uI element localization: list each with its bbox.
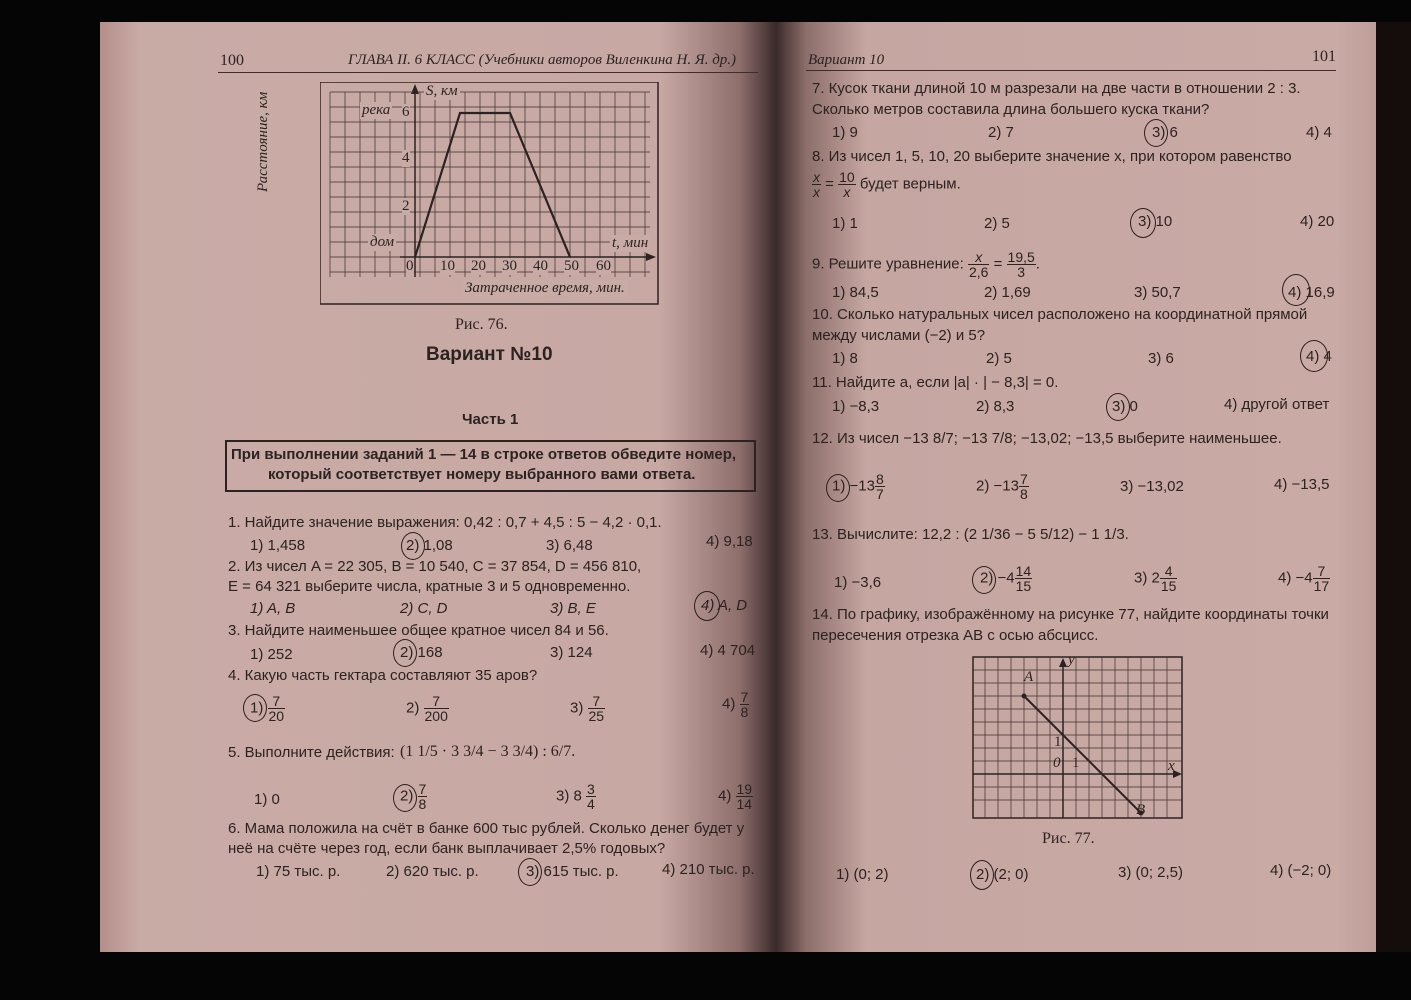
q5-answer-4[interactable] <box>718 782 753 811</box>
q8-answer-2[interactable]: 2) 5 <box>984 215 1010 232</box>
q12-answer-4[interactable]: 4) −13,5 <box>1274 476 1330 493</box>
variant-title: Вариант №10 <box>426 344 553 365</box>
label-a: A <box>1024 669 1034 685</box>
q2-answer-3[interactable]: 3) B, E <box>550 600 596 617</box>
q13-answer-2-num: 2) −4 <box>980 569 1015 587</box>
answer-circle <box>518 858 542 886</box>
q11-answer-1[interactable]: 1) −8,3 <box>832 398 880 415</box>
q3-answer-4[interactable]: 4) 4 704 <box>700 642 756 659</box>
fraction: $\frac{3}{4}$ <box>587 781 595 812</box>
fraction: $\frac{7}{200}$ <box>424 693 448 724</box>
label-b: B <box>1136 802 1146 818</box>
q13-answer-3-num: 3) 2 <box>1134 569 1160 587</box>
fraction: $\frac{7}{17}$ <box>1313 563 1330 594</box>
q5-answer-3-num: 3) 8 <box>556 787 582 805</box>
fraction: $\frac{8}{7}$ <box>875 471 884 502</box>
x-tick-40: 40 <box>533 258 548 274</box>
answer-circle <box>401 532 425 560</box>
label-home: дом <box>370 234 395 250</box>
question-13: 13. Вычислите: 12,2 : (2 1/36 − 5 5/12) − 1 1/3. <box>812 526 1129 543</box>
fraction: $\frac{14}{15}$ <box>1015 563 1032 594</box>
q12-answer-2-num: 2) −13 <box>976 477 1019 495</box>
question-2-line-1: 2. Из чисел A = 22 305, B = 10 540, C = 37 854, D = 456 810, <box>228 558 642 575</box>
left-page <box>100 22 776 952</box>
q13-answer-4[interactable] <box>1278 564 1330 593</box>
q7-answer-4[interactable]: 4) 4 <box>1306 124 1332 141</box>
q11-answer-2[interactable]: 2) 8,3 <box>976 398 1015 415</box>
instruction-line-1: При выполнении заданий 1 — 14 в строке ответов обведите номер, <box>231 446 737 463</box>
y-arrow-76 <box>411 84 419 94</box>
question-14-line-2: пересечения отрезка AB с осью абсцисс. <box>812 627 1099 644</box>
fraction: $\frac{19}{14}$ <box>736 781 753 812</box>
q8-answer-3[interactable]: 3) 10 <box>1138 213 1173 230</box>
q1-answer-4[interactable]: 4) 9,18 <box>706 533 753 550</box>
answer-circle <box>1300 340 1328 372</box>
q9-answer-1[interactable]: 1) 84,5 <box>832 284 879 301</box>
q9-answer-2[interactable]: 2) 1,69 <box>984 284 1031 301</box>
y-tick-6: 6 <box>402 104 410 120</box>
q12-answer-2[interactable] <box>976 472 1029 501</box>
question-12: 12. Из чисел −13 8/7; −13 7/8; −13,02; −13,5 выберите наименьшее. <box>812 430 1282 447</box>
q4-answer-2-num: 2) <box>406 699 420 717</box>
segment-ab <box>1024 696 1141 813</box>
q10-answer-2[interactable]: 2) 5 <box>986 350 1012 367</box>
q6-answer-3[interactable]: 3) 615 тыс. р. <box>526 863 619 880</box>
question-4: 4. Какую часть гектара составляют 35 аров? <box>228 667 538 684</box>
q5-expression: (1 1/5 · 3 3/4 − 3 3/4) : 6/7. <box>400 743 576 760</box>
answer-circle <box>393 784 417 812</box>
book-edge <box>1376 22 1411 952</box>
x-arrow-76 <box>646 253 656 261</box>
q4-answer-4[interactable] <box>722 690 749 719</box>
left-page-header: ГЛАВА II. 6 КЛАСС (Учебники авторов Виленкина Н. Я. др.) <box>348 52 737 68</box>
q14-answer-3[interactable]: 3) (0; 2,5) <box>1118 864 1184 881</box>
question-3: 3. Найдите наименьшее общее кратное чисел 84 и 56. <box>228 622 609 639</box>
x-tick-10: 10 <box>440 258 455 274</box>
answer-circle <box>1282 274 1310 306</box>
q13-answer-1[interactable]: 1) −3,6 <box>834 574 882 591</box>
answer-circle <box>826 474 850 502</box>
instruction-line-2: который соответствует номеру выбранного вами ответа. <box>268 466 696 483</box>
q6-answer-4[interactable]: 4) 210 тыс. р. <box>662 861 755 878</box>
x-tick-20: 20 <box>471 258 486 274</box>
q9-answer-4[interactable]: 4) 16,9 <box>1288 284 1335 301</box>
question-10-line-1: 10. Сколько натуральных чисел расположено на координатной прямой <box>812 306 1308 323</box>
x-tick-0: 0 <box>406 258 414 274</box>
q3-answer-1[interactable]: 1) 252 <box>250 646 293 663</box>
fraction: $\frac{x}{x}$ <box>813 169 820 200</box>
answer-circle <box>970 860 994 890</box>
q5-answer-3[interactable] <box>556 782 596 811</box>
point-a <box>1022 694 1027 699</box>
right-page-number: 101 <box>1312 48 1336 65</box>
answer-circle <box>243 694 267 722</box>
answer-circle <box>393 639 417 667</box>
x-axis-title-76: Затраченное время, мин. <box>462 280 628 297</box>
right-page <box>776 22 1376 952</box>
answer-circle <box>694 591 720 621</box>
left-page-number: 100 <box>220 52 244 69</box>
header-rule <box>806 70 1336 71</box>
answer-circle <box>972 566 996 594</box>
answer-circle <box>1144 119 1168 147</box>
q14-answer-1[interactable]: 1) (0; 2) <box>836 866 889 883</box>
q5-answer-1[interactable]: 1) 0 <box>254 791 280 808</box>
fraction: $\frac{4}{15}$ <box>1160 563 1177 594</box>
q5-answer-2-num: 2) <box>400 787 414 805</box>
q4-answer-2[interactable] <box>406 694 449 723</box>
answer-circle <box>1130 208 1156 238</box>
q12-answer-1-num: 1) −13 <box>832 477 875 495</box>
y-axis-title-76: Расстояние, км <box>255 91 271 192</box>
q5-answer-4-num: 4) <box>718 787 732 805</box>
q6-answer-1[interactable]: 1) 75 тыс. р. <box>256 863 341 880</box>
q4-answer-1-num: 1) <box>250 699 264 717</box>
fraction: $\frac{7}{8}$ <box>1019 471 1028 502</box>
question-14-line-1: 14. По графику, изображённому на рисунке 77, найдите координаты точки <box>812 606 1329 623</box>
question-8-line-1: 8. Из чисел 1, 5, 10, 20 выберите значение x, при котором равенство <box>812 148 1292 165</box>
q11-answer-3[interactable]: 3) 0 <box>1112 398 1138 415</box>
part-title: Часть 1 <box>462 411 519 428</box>
q13-answer-4-num: 4) −4 <box>1278 569 1313 587</box>
q1-answer-2[interactable]: 2) 1,08 <box>406 537 453 554</box>
q14-answer-4[interactable]: 4) (−2; 0) <box>1270 862 1332 879</box>
fraction: $\frac{7}{8}$ <box>418 781 427 812</box>
right-page-header: Вариант 10 <box>808 52 885 68</box>
q1-answer-1[interactable]: 1) 1,458 <box>250 537 306 554</box>
question-9-text: 9. Решите уравнение: <box>812 255 964 273</box>
x-tick-50: 50 <box>564 258 579 274</box>
q10-answer-4[interactable]: 4) 4 <box>1306 348 1332 365</box>
y-tick-2: 2 <box>402 198 410 214</box>
label-1-x: 1 <box>1072 755 1080 771</box>
q2-answer-2[interactable]: 2) C, D <box>400 600 448 617</box>
question-9: 9. Решите уравнение: $\frac{x}{2,6}$ = $\frac{19,5}{3}$ . <box>812 249 1040 280</box>
fraction: $\frac{10}{x}$ <box>839 169 855 200</box>
question-10-line-2: между числами (−2) и 5? <box>812 327 986 344</box>
label-y: y <box>1068 652 1075 668</box>
x-tick-30: 30 <box>502 258 517 274</box>
q7-answer-1[interactable]: 1) 9 <box>832 124 858 141</box>
q13-answer-3[interactable] <box>1134 564 1177 593</box>
q10-answer-3[interactable]: 3) 6 <box>1148 350 1174 367</box>
caption-fig76: Рис. 76. <box>455 316 508 333</box>
fraction: $\frac{19,5}{3}$ <box>1007 249 1035 280</box>
q10-answer-1[interactable]: 1) 8 <box>832 350 858 367</box>
caption-fig77: Рис. 77. <box>1042 830 1095 847</box>
x-tick-60: 60 <box>596 258 611 274</box>
fraction: $\frac{7}{20}$ <box>268 693 285 724</box>
q3-answer-3[interactable]: 3) 124 <box>550 644 593 661</box>
q2-answer-1[interactable]: 1) A, B <box>250 600 296 617</box>
label-x: x <box>1168 758 1175 774</box>
q8-answer-1[interactable]: 1) 1 <box>832 215 858 232</box>
label-1-y: 1 <box>1054 734 1062 750</box>
q4-answer-3-num: 3) <box>570 699 584 717</box>
q9-answer-3[interactable]: 3) 50,7 <box>1134 284 1181 301</box>
q12-answer-3[interactable]: 3) −13,02 <box>1120 478 1184 495</box>
q6-answer-2[interactable]: 2) 620 тыс. р. <box>386 863 479 880</box>
question-6-line-2: неё на счёте через год, если банк выплачивает 2,5% годовых? <box>228 840 666 857</box>
y-arrow-77 <box>1059 658 1067 667</box>
question-8-tail: будет верным. <box>859 175 961 193</box>
label-river: река <box>362 102 391 118</box>
question-5: 5. Выполните действия: <box>228 744 395 761</box>
question-8-line-2: $\frac{x}{x}$ = $\frac{10}{x}$ будет верным. <box>813 169 961 200</box>
q2-answer-4[interactable]: 4) A, D <box>701 597 748 614</box>
question-6-line-1: 6. Мама положила на счёт в банке 600 тыс рублей. Сколько денег будет у <box>228 820 745 837</box>
question-11: 11. Найдите a, если |a| · | − 8,3| = 0. <box>812 374 1059 391</box>
q3-answer-2[interactable]: 2) 168 <box>400 644 443 661</box>
q1-answer-3[interactable]: 3) 6,48 <box>546 537 593 554</box>
header-rule <box>218 72 758 73</box>
fraction: $\frac{7}{8}$ <box>740 689 749 720</box>
q14-answer-2[interactable]: 2) (2; 0) <box>976 866 1029 883</box>
x-axis-unit-label: t, мин <box>612 235 649 251</box>
y-tick-4: 4 <box>402 150 410 166</box>
fraction: $\frac{x}{2,6}$ <box>968 249 989 280</box>
route-line-76 <box>415 113 570 257</box>
q7-answer-2[interactable]: 2) 7 <box>988 124 1014 141</box>
question-1: 1. Найдите значение выражения: 0,42 : 0,7 + 4,5 : 5 − 4,2 · 0,1. <box>228 514 662 531</box>
q7-answer-3[interactable]: 3) 6 <box>1152 124 1178 141</box>
figure-77 <box>972 656 1184 820</box>
q4-answer-4-num: 4) <box>722 695 736 713</box>
label-origin: 0 <box>1053 755 1061 771</box>
y-axis-unit-label: S, км <box>426 83 458 99</box>
q8-answer-4[interactable]: 4) 20 <box>1300 213 1335 230</box>
question-2-line-2: E = 64 321 выберите числа, кратные 3 и 5 одновременно. <box>228 578 631 595</box>
question-7-line-1: 7. Кусок ткани длиной 10 м разрезали на две части в отношении 2 : 3. <box>812 80 1301 97</box>
question-7-line-2: Сколько метров составила длина большего куска ткани? <box>812 101 1210 118</box>
answer-circle <box>1106 393 1130 421</box>
grid-77 <box>973 657 1182 818</box>
fraction: $\frac{7}{25}$ <box>588 693 605 724</box>
q11-answer-4[interactable]: 4) другой ответ <box>1224 396 1330 413</box>
q4-answer-3[interactable] <box>570 694 605 723</box>
